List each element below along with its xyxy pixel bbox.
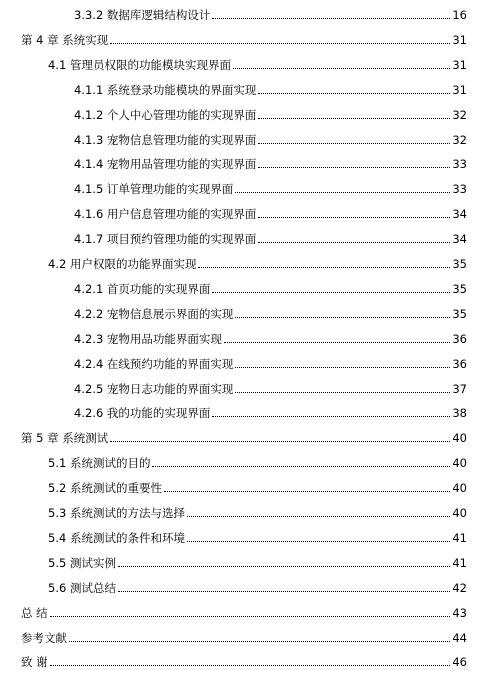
- dot-leader: [258, 142, 450, 144]
- toc-entry[interactable]: [0, 301, 488, 321]
- toc-entry[interactable]: [0, 2, 488, 22]
- dot-leader: [118, 590, 450, 592]
- toc-entry-page-number: 34: [452, 207, 467, 222]
- dot-leader: [187, 540, 450, 542]
- toc-entry-title: 5.6 测试总结: [48, 580, 116, 595]
- dot-leader: [235, 316, 450, 318]
- toc-entry[interactable]: [0, 276, 488, 296]
- toc-entry-title: 4.1.1 系统登录功能模块的界面实现: [74, 82, 257, 97]
- toc-entry-page-number: 42: [452, 580, 467, 595]
- dot-leader: [235, 366, 450, 368]
- toc-entry-page-number: 40: [452, 481, 467, 496]
- dot-leader: [212, 17, 450, 19]
- dot-leader: [235, 191, 450, 193]
- toc-entry[interactable]: [0, 525, 488, 545]
- toc-entry-page-number: 33: [452, 182, 467, 197]
- toc-entry-page-number: 43: [452, 605, 467, 620]
- toc-entry-page-number: 31: [452, 32, 467, 47]
- toc-entry[interactable]: [0, 475, 488, 495]
- toc-entry-title: 4.1 管理员权限的功能模块实现界面: [48, 57, 231, 72]
- dot-leader: [118, 565, 450, 567]
- toc-entry-title: 参考文献: [21, 630, 67, 645]
- toc-entry-title: 4.2.3 宠物用品功能界面实现: [74, 331, 222, 346]
- dot-leader: [235, 391, 450, 393]
- toc-entry[interactable]: [0, 550, 488, 570]
- toc-entry-title: 4.1.6 用户信息管理功能的实现界面: [74, 207, 257, 222]
- dot-leader: [258, 241, 450, 243]
- toc-entry[interactable]: [0, 425, 488, 445]
- dot-leader: [212, 415, 450, 417]
- toc-entry[interactable]: [0, 102, 488, 122]
- dot-leader: [50, 615, 451, 617]
- toc-entry-title: 3.3.2 数据库逻辑结构设计: [74, 8, 211, 22]
- toc-entry-title: 第 5 章 系统测试: [21, 431, 109, 446]
- toc-entry[interactable]: [0, 625, 488, 645]
- toc-entry-title: 5.4 系统测试的条件和环境: [48, 530, 185, 545]
- toc-entry[interactable]: [0, 127, 488, 147]
- dot-leader: [69, 640, 450, 642]
- toc-entry[interactable]: [0, 500, 488, 520]
- toc-entry-page-number: 41: [452, 530, 467, 545]
- dot-leader: [110, 440, 450, 442]
- toc-entry-title: 第 4 章 系统实现: [21, 32, 109, 47]
- toc-entry-title: 4.1.7 项目预约管理功能的实现界面: [74, 232, 257, 247]
- toc-entry-page-number: 35: [452, 306, 467, 321]
- toc-entry-title: 4.2.5 宠物日志功能的界面实现: [74, 381, 234, 396]
- toc-entry[interactable]: [0, 77, 488, 97]
- toc-entry[interactable]: [0, 251, 488, 271]
- toc-entry-page-number: 40: [452, 506, 467, 520]
- dot-leader: [258, 216, 450, 218]
- toc-entry[interactable]: [0, 376, 488, 396]
- toc-entry-page-number: 32: [452, 107, 467, 122]
- toc-entry-page-number: 35: [452, 257, 467, 271]
- dot-leader: [110, 42, 450, 44]
- toc-entry[interactable]: [0, 201, 488, 221]
- toc-entry-title: 4.1.5 订单管理功能的实现界面: [74, 182, 234, 197]
- toc-entry-title: 5.2 系统测试的重要性: [48, 481, 162, 496]
- toc-entry-title: 4.2.4 在线预约功能的界面实现: [74, 356, 234, 371]
- toc-entry[interactable]: [0, 326, 488, 346]
- toc-entry-title: 4.2.6 我的功能的实现界面: [74, 406, 211, 421]
- toc-entry-page-number: 31: [452, 82, 467, 97]
- toc-entry-page-number: 16: [452, 8, 467, 22]
- toc-entry-page-number: 36: [452, 331, 467, 346]
- toc-entry-page-number: 46: [452, 655, 467, 670]
- toc-entry-page-number: 38: [452, 406, 467, 421]
- toc-entry-page-number: 40: [452, 456, 467, 471]
- dot-leader: [258, 166, 450, 168]
- toc-entry[interactable]: [0, 600, 488, 620]
- toc-entry-page-number: 41: [452, 555, 467, 570]
- toc-entry[interactable]: [0, 151, 488, 171]
- toc-entry-title: 4.1.3 宠物信息管理功能的实现界面: [74, 132, 257, 147]
- dot-leader: [258, 92, 450, 94]
- dot-leader: [152, 465, 450, 467]
- toc-entry-title: 4.2.2 宠物信息展示界面的实现: [74, 306, 234, 321]
- dot-leader: [187, 515, 450, 517]
- dot-leader: [258, 117, 450, 119]
- toc-entry-title: 5.5 测试实例: [48, 555, 116, 570]
- toc-entry[interactable]: [0, 450, 488, 470]
- toc-entry-title: 5.1 系统测试的目的: [48, 456, 151, 471]
- toc-entry-page-number: 40: [452, 431, 467, 446]
- toc-entry-page-number: 36: [452, 356, 467, 371]
- toc-entry-page-number: 35: [452, 281, 467, 296]
- dot-leader: [224, 341, 450, 343]
- toc-entry[interactable]: [0, 351, 488, 371]
- toc-entry-page-number: 37: [452, 381, 467, 396]
- toc-entry[interactable]: [0, 226, 488, 246]
- toc-entry-title: 致 谢: [21, 655, 48, 670]
- toc-entry[interactable]: [0, 649, 488, 669]
- toc-entry[interactable]: [0, 575, 488, 595]
- dot-leader: [212, 291, 450, 293]
- dot-leader: [164, 490, 450, 492]
- toc-entry-title: 4.2.1 首页功能的实现界面: [74, 281, 211, 296]
- dot-leader: [50, 664, 451, 666]
- toc-entry-title: 5.3 系统测试的方法与选择: [48, 506, 185, 520]
- dot-leader: [233, 67, 450, 69]
- toc-entry[interactable]: [0, 52, 488, 72]
- toc-entry-page-number: 34: [452, 232, 467, 247]
- toc-entry-title: 4.2 用户权限的功能界面实现: [48, 257, 197, 271]
- toc-entry-page-number: 44: [452, 630, 467, 645]
- toc-entry-title: 4.1.2 个人中心管理功能的实现界面: [74, 107, 257, 122]
- toc-entry-title: 总 结: [21, 605, 48, 620]
- toc-entry[interactable]: [0, 176, 488, 196]
- toc-entry-title: 4.1.4 宠物用品管理功能的实现界面: [74, 157, 257, 172]
- toc-entry-page-number: 31: [452, 57, 467, 72]
- toc-entry[interactable]: [0, 27, 488, 47]
- toc-entry[interactable]: [0, 400, 488, 420]
- dot-leader: [198, 266, 450, 268]
- toc-entry-page-number: 32: [452, 132, 467, 147]
- toc-entry-page-number: 33: [452, 157, 467, 172]
